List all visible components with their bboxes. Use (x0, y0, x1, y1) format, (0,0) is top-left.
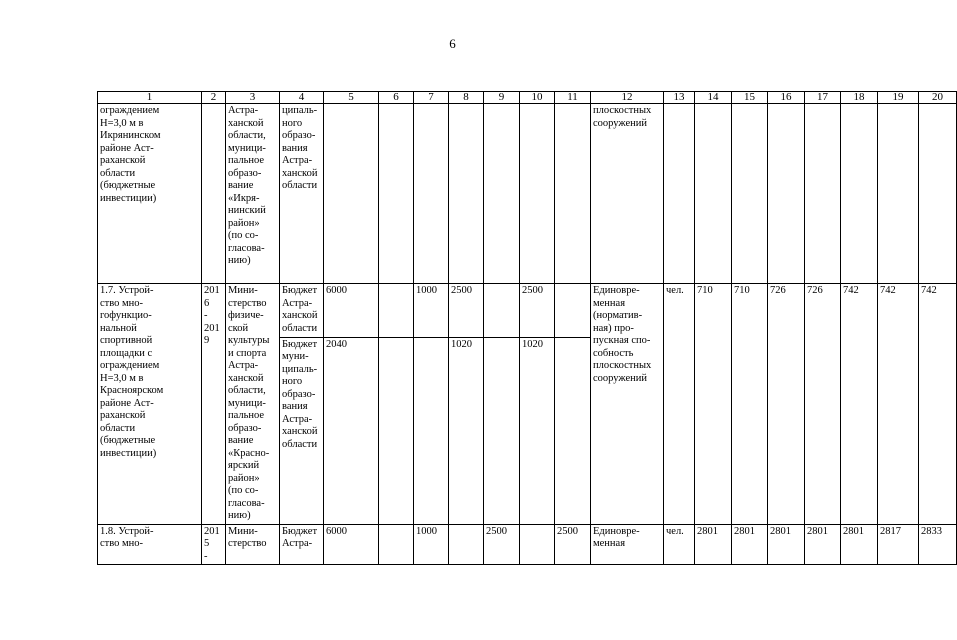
table-row (98, 524, 957, 565)
column-number: 17 (805, 92, 841, 104)
total-cell (324, 104, 379, 284)
value-cell (841, 104, 878, 284)
column-number: 9 (484, 92, 520, 104)
column-number: 7 (414, 92, 449, 104)
total-cell: 6000 (324, 284, 379, 338)
year-cell: 2500 (555, 524, 591, 565)
column-number: 2 (202, 92, 226, 104)
year-cell (555, 337, 591, 524)
year-cell (555, 284, 591, 338)
indicator-cell: Единовре- менная (591, 524, 664, 565)
column-number: 6 (379, 92, 414, 104)
year-cell (520, 104, 555, 284)
value-cell: 2801 (841, 524, 878, 565)
year-cell (484, 284, 520, 338)
unit-cell: чел. (664, 524, 695, 565)
year-cell: 1020 (449, 337, 484, 524)
column-number: 20 (919, 92, 957, 104)
measure-name-cell: ограждением Н=3,0 м в Икрянинском районе Аст- раханской области (бюджетные инвестиции) (98, 104, 202, 284)
value-cell: 2817 (878, 524, 919, 565)
funding-source-cell: Бюджет Астра- ханской области (280, 284, 324, 338)
value-cell (805, 104, 841, 284)
year-cell: 1000 (414, 524, 449, 565)
total-cell: 2040 (324, 337, 379, 524)
executor-cell: Мини- стерство (226, 524, 280, 565)
year-cell (555, 104, 591, 284)
funding-source-cell: ципаль- ного образо- вания Астра- ханской области (280, 104, 324, 284)
column-number: 13 (664, 92, 695, 104)
executor-cell: Астра- ханской области, муници- пальное образо- вание «Икря- нинский район» (по со- гласова- нию) (226, 104, 280, 284)
period-cell: 2015 - (202, 524, 226, 565)
unit-cell (664, 104, 695, 284)
total-cell: 6000 (324, 524, 379, 565)
value-cell (919, 104, 957, 284)
indicator-cell: плоскостных сооружений (591, 104, 664, 284)
table-row (98, 284, 957, 338)
value-cell (768, 104, 805, 284)
column-number: 1 (98, 92, 202, 104)
period-cell (202, 104, 226, 284)
column-number: 5 (324, 92, 379, 104)
column-number: 4 (280, 92, 324, 104)
column-number: 8 (449, 92, 484, 104)
value-cell: 742 (878, 284, 919, 525)
year-cell (520, 524, 555, 565)
column-number: 3 (226, 92, 280, 104)
column-number: 15 (732, 92, 768, 104)
year-cell (484, 337, 520, 524)
value-cell: 2801 (732, 524, 768, 565)
column-number-row (98, 92, 957, 104)
column-number: 18 (841, 92, 878, 104)
measures-table (97, 91, 957, 565)
year-cell: 2500 (484, 524, 520, 565)
value-cell: 2801 (805, 524, 841, 565)
value-cell (732, 104, 768, 284)
year-cell: 1020 (520, 337, 555, 524)
value-cell: 710 (695, 284, 732, 525)
year-cell: 2500 (449, 284, 484, 338)
year-cell: 1000 (414, 284, 449, 338)
value-cell: 726 (768, 284, 805, 525)
column-number: 10 (520, 92, 555, 104)
measure-name-cell: 1.8. Устрой- ство мно- (98, 524, 202, 565)
funding-source-cell: Бюджет муни- ципаль- ного образо- вания Астра- ханской области (280, 337, 324, 524)
measure-name-cell: 1.7. Устрой- ство мно- гофункцио- нальной спортивной площадки с ограждением Н=3,0 м в Красноярском районе Аст- раханской области (бюджетные инвестиции) (98, 284, 202, 525)
page-number: 6 (449, 36, 456, 51)
column-number: 12 (591, 92, 664, 104)
year-cell: 2500 (520, 284, 555, 338)
executor-cell: Мини- стерство физиче- ской культуры и спорта Астра- ханской области, муници- пальное образо- вание «Красно- ярский район» (по со- гласова- нию) (226, 284, 280, 525)
year-cell (379, 524, 414, 565)
value-cell: 710 (732, 284, 768, 525)
table-row (98, 104, 957, 284)
value-cell: 742 (919, 284, 957, 525)
value-cell: 726 (805, 284, 841, 525)
value-cell: 2801 (695, 524, 732, 565)
column-number: 16 (768, 92, 805, 104)
column-number: 14 (695, 92, 732, 104)
indicator-cell: Единовре- менная (норматив- ная) про- пускная спо- собность плоскостных сооружений (591, 284, 664, 525)
year-cell (449, 104, 484, 284)
unit-cell: чел. (664, 284, 695, 525)
value-cell: 742 (841, 284, 878, 525)
year-cell (379, 104, 414, 284)
value-cell: 2801 (768, 524, 805, 565)
value-cell (695, 104, 732, 284)
column-number: 19 (878, 92, 919, 104)
year-cell (379, 284, 414, 338)
year-cell (484, 104, 520, 284)
year-cell (449, 524, 484, 565)
funding-source-cell: Бюджет Астра- (280, 524, 324, 565)
value-cell: 2833 (919, 524, 957, 565)
value-cell (878, 104, 919, 284)
year-cell (414, 337, 449, 524)
year-cell (379, 337, 414, 524)
period-cell: 2016 - 2019 (202, 284, 226, 525)
column-number: 11 (555, 92, 591, 104)
year-cell (414, 104, 449, 284)
